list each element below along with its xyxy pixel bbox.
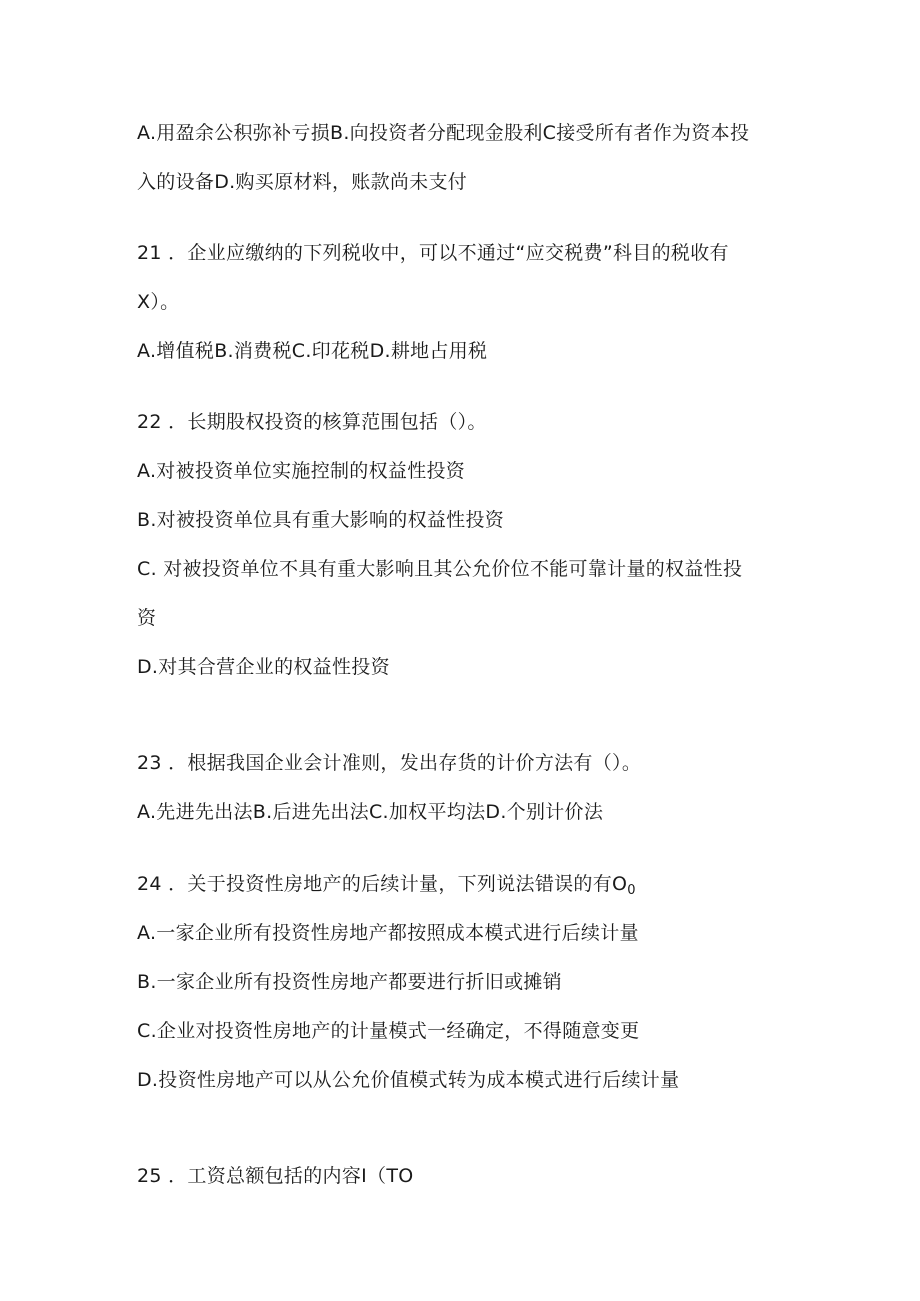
q20-options-line-1: A.用盈余公积弥补亏损B.向投资者分配现金股利C接受所有者作为资本投 bbox=[137, 122, 750, 144]
q20-options-line-2: 入的设备D.购买原材料，账款尚未支付 bbox=[137, 171, 468, 193]
q22-option-a: A.对被投资单位实施控制的权益性投资 bbox=[137, 460, 466, 482]
q21-stem-line-1: 21 ．企业应缴纳的下列税收中，可以不通过“应交税费”科目的税收有 bbox=[137, 242, 729, 264]
q22-stem: 22 ．长期股权投资的核算范围包括（）。 bbox=[137, 411, 487, 433]
q22-option-d: D.对其合营企业的权益性投资 bbox=[137, 656, 390, 678]
q24-stem-text: 24 ．关于投资性房地产的后续计量，下列说法错误的有O bbox=[137, 873, 628, 895]
q24-option-c: C.企业对投资性房地产的计量模式一经确定，不得随意变更 bbox=[137, 1020, 640, 1042]
q22-option-c-line-1: C. 对被投资单位不具有重大影响且其公允价位不能可靠计量的权益性投 bbox=[137, 558, 743, 580]
q22-option-b: B.对被投资单位具有重大影响的权益性投资 bbox=[137, 509, 505, 531]
q23-options: A.先进先出法B.后进先出法C.加权平均法D.个别计价法 bbox=[137, 801, 604, 823]
q21-stem-line-2: X）。 bbox=[137, 291, 180, 313]
q21-options: A.增值税B.消费税C.印花税D.耕地占用税 bbox=[137, 340, 488, 362]
q24-option-a: A.一家企业所有投资性房地产都按照成本模式进行后续计量 bbox=[137, 922, 639, 944]
q24-subscript: 0 bbox=[627, 883, 636, 898]
q23-stem: 23 ．根据我国企业会计准则，发出存货的计价方法有（）。 bbox=[137, 752, 642, 774]
q24-option-d: D.投资性房地产可以从公允价值模式转为成本模式进行后续计量 bbox=[137, 1069, 680, 1091]
q22-option-c-line-2: 资 bbox=[137, 607, 157, 629]
q24-stem bbox=[137, 872, 636, 903]
q25-stem: 25 ．工资总额包括的内容I（TO bbox=[137, 1165, 414, 1187]
q24-option-b: B.一家企业所有投资性房地产都要进行折旧或摊销 bbox=[137, 971, 562, 993]
